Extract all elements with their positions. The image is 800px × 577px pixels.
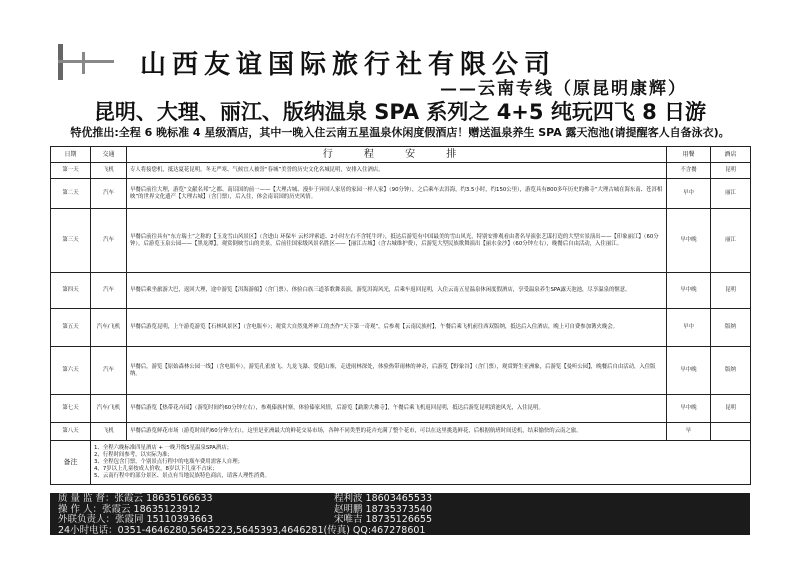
header-hotel: 酒店 — [711, 147, 751, 163]
row-hotel: 版纳 — [711, 347, 751, 395]
promo-text: 特优推出:全程 6 晚标准 4 星级酒店，其中一晚入住云南五星温泉休闲度假酒店！赠送温泉养生 SPA 露天泡池(请提醒客人自备泳衣)。 — [70, 126, 730, 139]
row-content: 早餐后游览【热带花卉园】（游览时间约60分钟左右），参观傣族村寨，体验傣家风情，后游览【勐泐大佛寺】，午餐后乘飞机返回昆明，抵达后游览昆明滇池风光，入住昆明。 — [127, 395, 667, 423]
row-day: 第六天 — [51, 347, 91, 395]
row-content: 早餐后游览昆明，上午游览游览【石林风景区】（含电瓶车）；观赏大自然鬼斧神工的杰作“天下第一奇观”，后参观【云南民族村】，午餐后乘飞机前往西双版纳，抵达后入住酒店，晚上可自费参加篝火晚会。 — [127, 309, 667, 347]
itinerary-table — [50, 146, 751, 485]
table-row — [51, 423, 751, 441]
row-meals: 不含餐 — [667, 163, 711, 179]
header-meals: 用餐 — [667, 147, 711, 163]
row-day: 第八天 — [51, 423, 91, 441]
row-meals: 早中晚 — [667, 347, 711, 395]
row-content: 早餐后前往具有“东方瑞士”之称的【玉龙雪山风景区】（含进山 环保车 云杉坪索道、2小时左右不含牦牛坪），抵达后游览有中国最美的雪山风光，特别安排观看由著名导演张艺谋打造的大型实景演出——【印象丽江】（60分钟），后游览玉泉公园——【黑龙潭】，观赏倒映雪山的美景，后前往国家级风景名胜区——【丽江古城】（含古城维护费），后游览大型民族歌舞演出【丽水金沙】（60分钟左右），晚餐后自由活动，入住丽江。 — [127, 209, 667, 273]
footer-contact: 宋唯吉 18735126655 — [334, 514, 433, 525]
row-transport: 飞机 — [91, 163, 127, 179]
footer-line — [58, 526, 742, 537]
header-schedule: 行 程 安 排 — [127, 147, 667, 163]
row-meals: 早中 — [667, 309, 711, 347]
row-meals: 早中 — [667, 179, 711, 209]
row-meals: 早 — [667, 423, 711, 441]
row-hotel: 昆明 — [711, 395, 751, 423]
table-row — [51, 179, 751, 209]
header-transport: 交通 — [91, 147, 127, 163]
row-day: 第五天 — [51, 309, 91, 347]
remark-item: 1、全程六晚标准四星酒店 + 一晚升级5星温泉SPA酒店； — [94, 444, 233, 451]
remark-item: 5、云南行程中的部分景区、景点有当地民族特色商店，请客人理性消费。 — [94, 473, 270, 480]
row-day: 第一天 — [51, 163, 91, 179]
footer-contact: 外联负责人：张霞同 15110393663 — [58, 514, 214, 525]
remark-item: 3、全程包含门票，个别景点行程中的电瓶车费用需客人自理； — [94, 459, 243, 466]
row-meals: 早中晚 — [667, 273, 711, 309]
row-content: 早餐后乘坐旅游大巴，返回大理，途中游览【洱海游船】（含门票），体验白族三道茶歌舞表演，游览洱海风光，后乘车返回昆明，入住云南五星温泉休闲度假酒店，享受温泉养生SPA露天泡池，尽享温泉的惬意。 — [127, 273, 667, 309]
table-header-row — [51, 147, 751, 163]
table-row — [51, 163, 751, 179]
row-transport: 汽车 — [91, 273, 127, 309]
footer-contact: 操 作 人：张霞云 18635123912 — [58, 503, 201, 515]
remarks-row — [51, 441, 751, 485]
remark-item: 2、行程时间参考，以实际为准； — [94, 452, 173, 458]
row-transport: 汽车 — [91, 209, 127, 273]
remarks-label: 备注 — [51, 441, 91, 485]
contact-footer — [50, 493, 750, 535]
table-row — [51, 395, 751, 423]
row-meals: 早中晚 — [667, 395, 711, 423]
remarks-content — [91, 441, 751, 485]
row-day: 第七天 — [51, 395, 91, 423]
row-content: 专人将接您机，抵达夏花昆明，冬无严寒、气候宜人被誉“春城”美誉的历史文化名城昆明，安排入住酒店。 — [127, 163, 667, 179]
footer-contact: 赵明鹏 18735373540 — [334, 503, 433, 515]
row-hotel: 版纳 — [711, 309, 751, 347]
header-date: 日期 — [51, 147, 91, 163]
row-hotel: 昆明 — [711, 163, 751, 179]
row-day: 第三天 — [51, 209, 91, 273]
tour-title: 昆明、大理、丽江、版纳温泉 SPA 系列之 4+5 纯玩四飞 8 日游 — [93, 100, 707, 124]
row-transport: 汽车 — [91, 347, 127, 395]
footer-contact: 质 量 监 督：张霞云 18635166633 — [58, 493, 213, 504]
row-content: 早餐后，游览【原始森林公园一线】（含电瓶车），游览孔雀放飞、九龙飞瀑、爱伲山寨，走进雨林深处，体验热带雨林的神奇，后游览【野象谷】（含门票），观赏野生亚洲象，后游览【曼听公园】，晚餐后自由活动，入住版纳。 — [127, 347, 667, 395]
row-meals: 早中晚 — [667, 209, 711, 273]
remark-item: 4、7岁以上儿童按成人价收，8岁以下儿童不占床； — [94, 466, 218, 473]
company-name: 山西友谊国际旅行社有限公司 — [140, 50, 557, 80]
footer-hotline: 24小时电话：0351-4646280,5645223,5645393,4646281(传真) QQ:467278601 — [58, 524, 426, 536]
table-row — [51, 309, 751, 347]
row-transport: 汽车 — [91, 179, 127, 209]
row-transport: 飞机 — [91, 423, 127, 441]
row-hotel: 丽江 — [711, 179, 751, 209]
footer-contact: 程利波 18603465533 — [334, 493, 433, 504]
row-day: 第四天 — [51, 273, 91, 309]
row-hotel — [711, 423, 751, 441]
row-hotel: 昆明 — [711, 273, 751, 309]
table-row — [51, 347, 751, 395]
row-transport: 汽车/飞机 — [91, 395, 127, 423]
row-content: 早餐后前往大理，游览“文献名邦”之都、南诏国的前一——【大理古城、漫步于异国人家居的家园一样人家】（90分钟），之后乘车去洱海，约3.5小时，约150公里），游览具有800多年历史的佛寺“大理古城在海东南、苍洱相映”的世界文化遗产【大理古城】（含门票），后入住，体会南诏国的历史风情。 — [127, 179, 667, 209]
row-hotel: 丽江 — [711, 209, 751, 273]
table-row — [51, 209, 751, 273]
company-subtitle: ——云南专线（原昆明康辉） — [440, 79, 687, 99]
row-day: 第二天 — [51, 179, 91, 209]
table-row — [51, 273, 751, 309]
company-logo — [52, 44, 116, 80]
row-transport: 汽车/飞机 — [91, 309, 127, 347]
row-content: 早餐后游览鲜花市场（游览时间约60分钟左右），这里是亚洲最大的鲜花交易市场，各种不同类型的花卉充满了整个花市，可以在这里挑选鲜花，后根据航班时间送机，结束愉快的云南之旅。 — [127, 423, 667, 441]
